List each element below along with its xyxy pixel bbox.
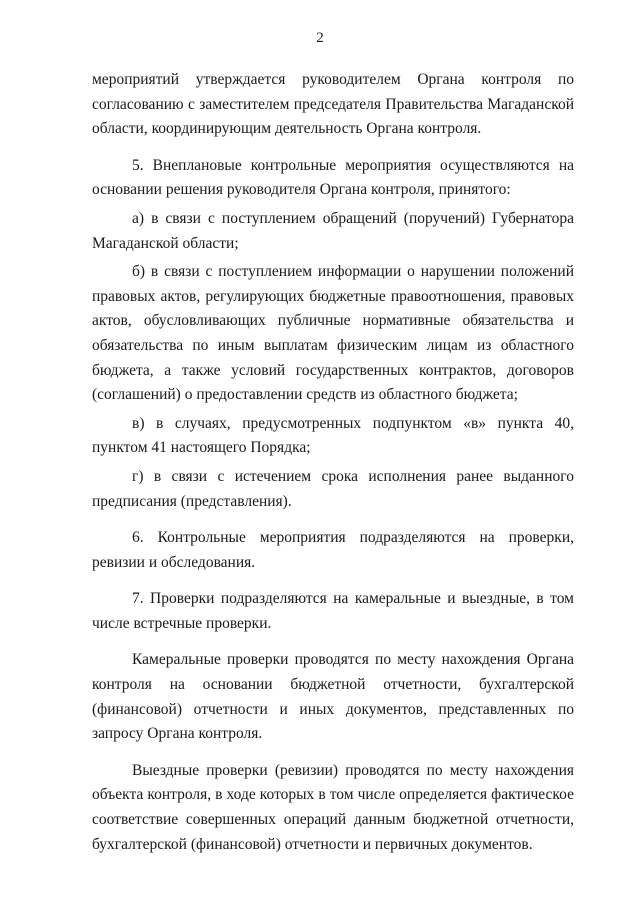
paragraph-item-5a: а) в связи с поступлением обращений (поручений) Губернатора Магаданской области;: [92, 209, 574, 252]
paragraph-field-audits: Выездные проверки (ревизии) проводятся по месту нахождения объекта контроля, в ходе которых в том числе определяется фактическое соответствие совершенных операций данным бюджетной отчетности, бухгалтерской (финансовой) отчетности и первичных документов.: [92, 761, 574, 853]
paragraph-item-5g: г) в связи с истечением срока исполнения ранее выданного предписания (представления).: [92, 467, 574, 510]
page-number: 2: [316, 30, 324, 46]
paragraph-item-6: 6. Контрольные мероприятия подразделяются на проверки, ревизии и обследования.: [92, 529, 574, 571]
paragraph-item-5v: в) в случаях, предусмотренных подпунктом «в» пункта 40, пунктом 41 настоящего Порядка;: [92, 414, 574, 457]
paragraph-desk-audits: Камеральные проверки проводятся по месту нахождения Органа контроля на основании бюджетной отчетности, бухгалтерской (финансовой) отчетности и иных документов, представленных по запросу Органа контроля.: [92, 651, 574, 743]
paragraph-item-5: 5. Внеплановые контрольные мероприятия осуществляются на основании решения руководителя Органа контроля, принятого:: [92, 156, 574, 199]
paragraph-continuation: мероприятий утверждается руководителем Органа контроля по согласованию с заместителем председателя Правительства Магаданской области, координирующим деятельность Органа контроля.: [92, 71, 574, 138]
document-body: [92, 68, 574, 857]
paragraph-item-5b: б) в связи с поступлением информации о нарушении положений правовых актов, регулирующих бюджетные правоотношения, правовых актов, обусловливающих публичные нормативные обязательства и обязательства по иным выплатам физическим лицам из областного бюджета, а также условий государственных контрактов, договоров (соглашений) о предоставлении средств из областного бюджета;: [92, 263, 574, 404]
paragraph-item-7: 7. Проверки подразделяются на камеральные и выездные, в том числе встречные проверки.: [92, 590, 574, 632]
